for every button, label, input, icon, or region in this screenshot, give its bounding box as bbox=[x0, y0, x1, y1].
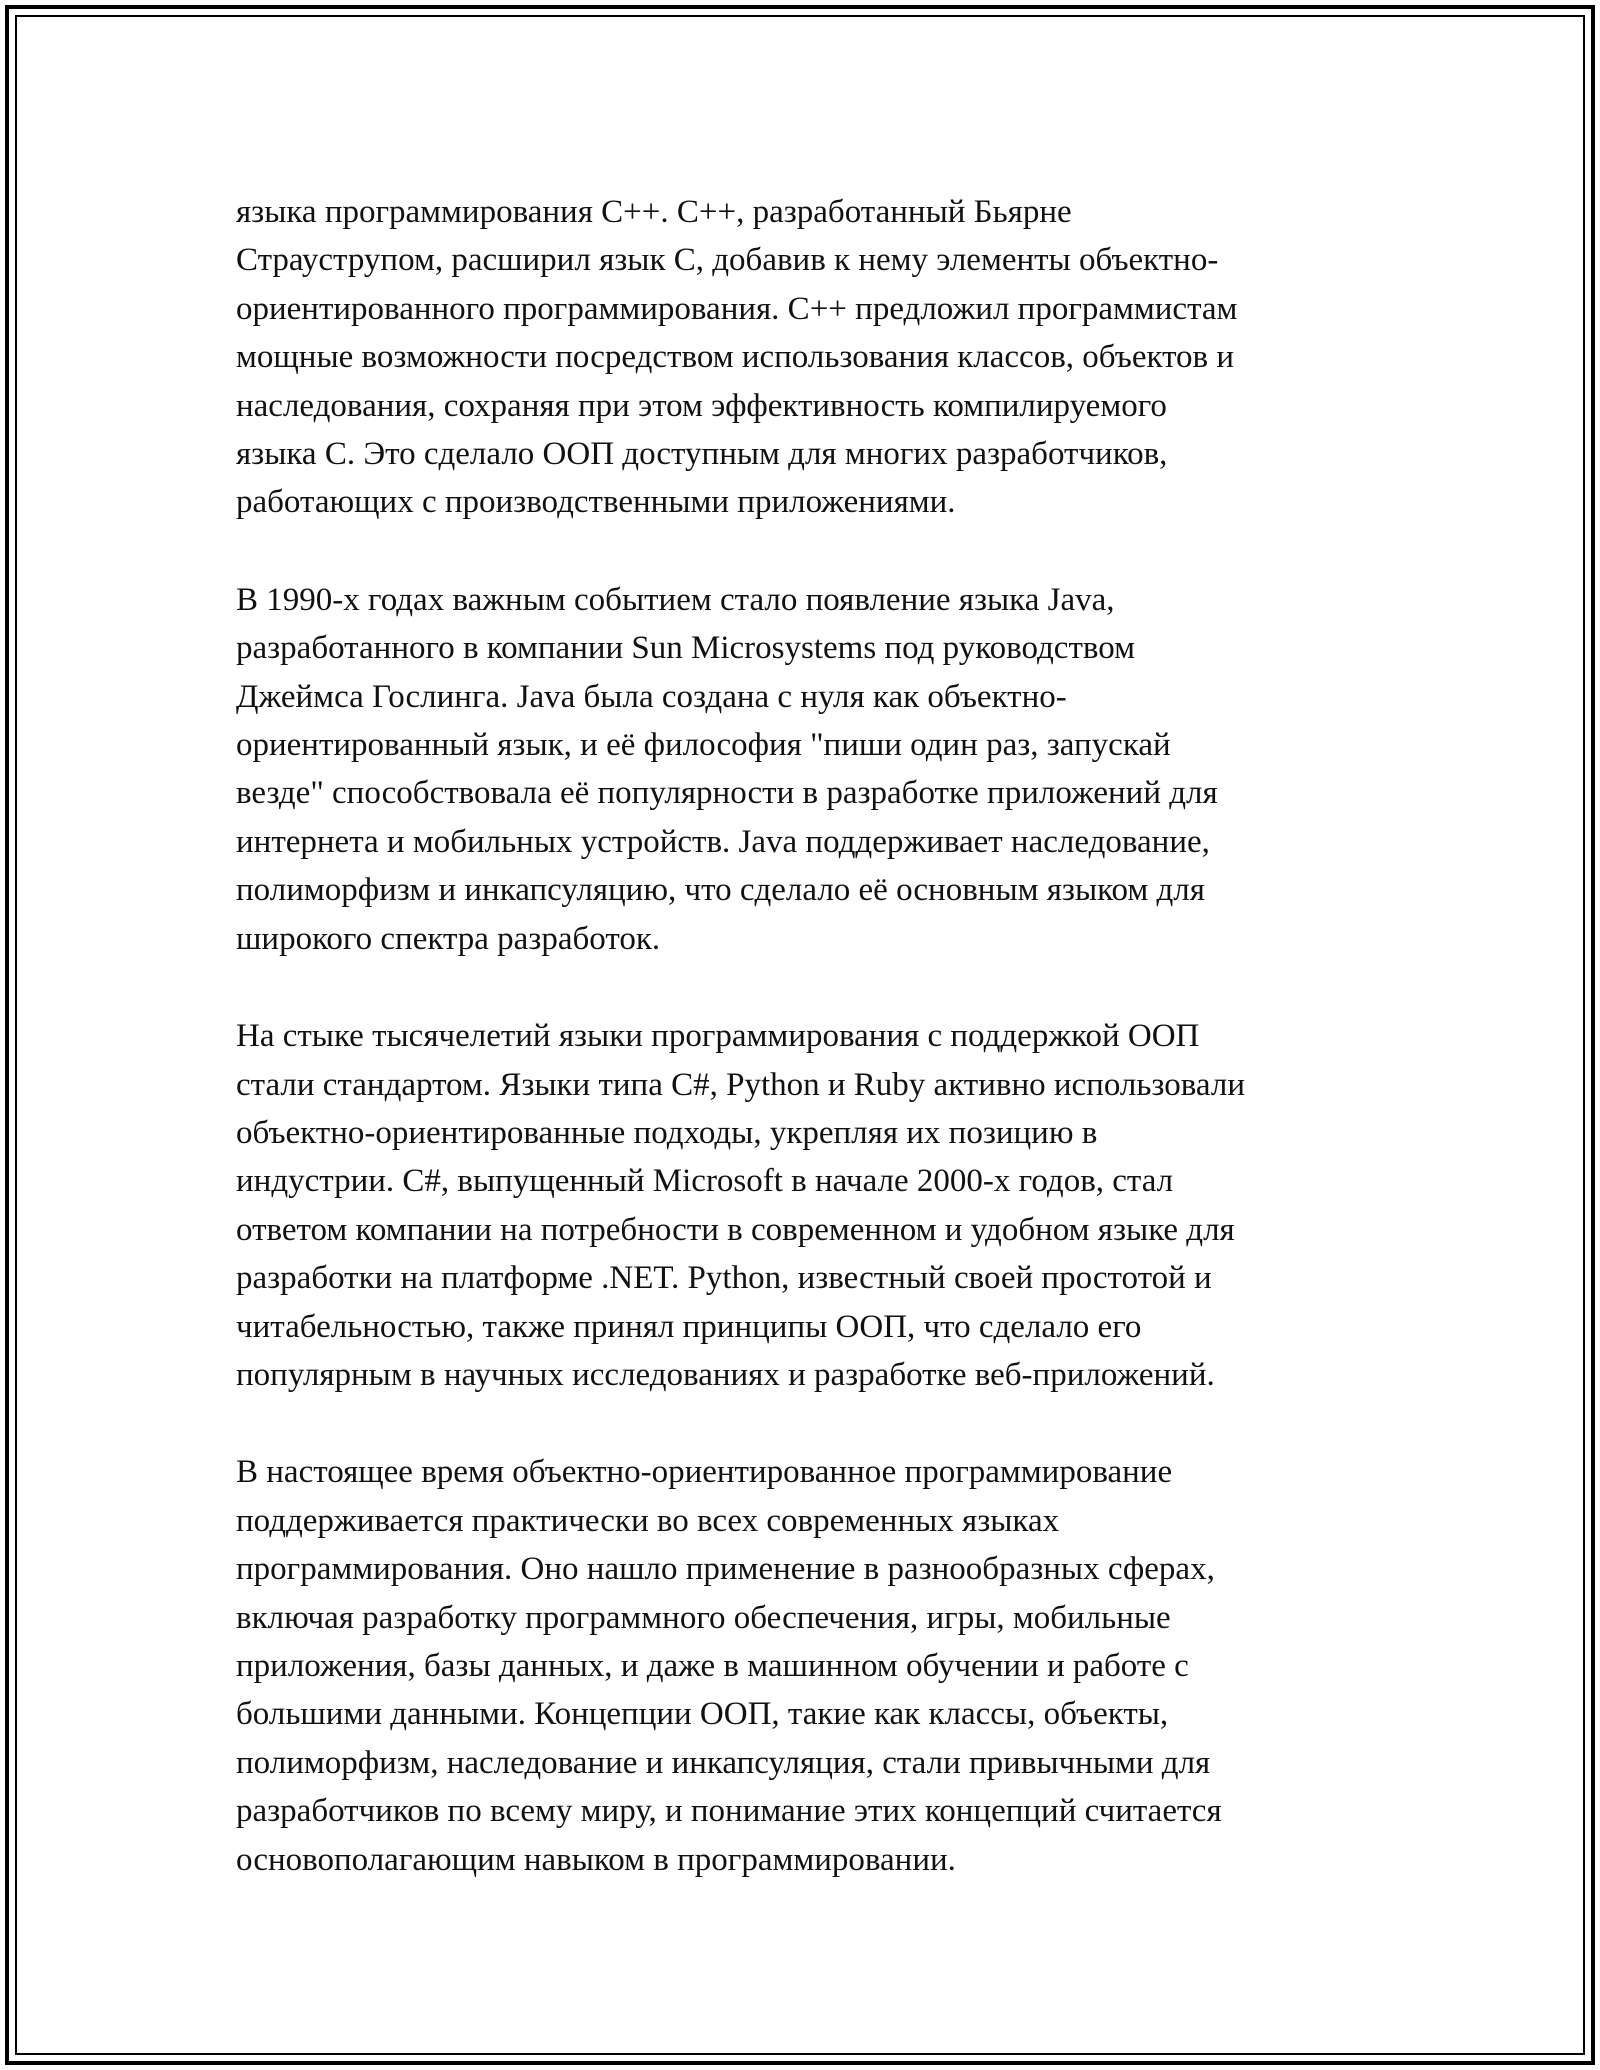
text-line: полиморфизм, наследование и инкапсуляция, стали привычными для bbox=[236, 1744, 1211, 1781]
text-line: полиморфизм и инкапсуляцию, что сделало её основным языком для bbox=[236, 872, 1205, 909]
document-body bbox=[236, 188, 1386, 1933]
text-line: стали стандартом. Языки типа C#, Python и Ruby активно использовали bbox=[236, 1066, 1245, 1103]
text-line: наследования, сохраняя при этом эффективность компилируемого bbox=[236, 387, 1167, 424]
text-line: языка программирования C++. C++, разработанный Бьярне bbox=[236, 194, 1072, 230]
text-line: ответом компании на потребности в современном и удобном языке для bbox=[236, 1211, 1235, 1248]
text-line: В 1990-х годах важным событием стало появление языка Java, bbox=[236, 581, 1115, 618]
text-line: везде" способствовала её популярности в разработке приложений для bbox=[236, 775, 1218, 812]
text-line: работающих с производственными приложениями. bbox=[236, 484, 956, 521]
text-line: ориентированный язык, и её философия "пиши один раз, запускай bbox=[236, 727, 1171, 764]
text-line: основополагающим навыком в программировании. bbox=[236, 1841, 956, 1878]
text-line: В настоящее время объектно-ориентированное программирование bbox=[236, 1454, 1173, 1491]
text-line: поддерживается практически во всех современных языках bbox=[236, 1502, 1060, 1539]
text-line: интернета и мобильных устройств. Java поддерживает наследование, bbox=[236, 823, 1210, 860]
text-line: На стыке тысячелетий языки программирования с поддержкой ООП bbox=[236, 1018, 1200, 1055]
text-line: разработки на платформе .NET. Python, известный своей простотой и bbox=[236, 1260, 1212, 1297]
paragraph-2 bbox=[236, 576, 1386, 963]
text-line: разработчиков по всему миру, и понимание этих концепций считается bbox=[236, 1793, 1222, 1830]
text-line: читабельностью, также принял принципы ООП, что сделало его bbox=[236, 1308, 1142, 1345]
text-line: широкого спектра разработок. bbox=[236, 920, 661, 957]
text-line: языка C. Это сделало ООП доступным для многих разработчиков, bbox=[236, 436, 1168, 473]
text-line: мощные возможности посредством использования классов, объектов и bbox=[236, 339, 1235, 376]
text-line: включая разработку программного обеспечения, игры, мобильные bbox=[236, 1599, 1171, 1636]
text-line: программирования. Оно нашло применение в разнообразных сферах, bbox=[236, 1551, 1215, 1588]
paragraph-4 bbox=[236, 1448, 1386, 1884]
text-line: объектно-ориентированные подходы, укрепляя их позицию в bbox=[236, 1114, 1098, 1151]
text-line: большими данными. Концепции ООП, такие как классы, объекты, bbox=[236, 1696, 1169, 1733]
text-line: приложения, базы данных, и даже в машинном обучении и работе с bbox=[236, 1647, 1189, 1684]
text-line: Страуструпом, расширил язык C, добавив к нему элементы объектно- bbox=[236, 242, 1219, 279]
text-line: индустрии. C#, выпущенный Microsoft в начале 2000-х годов, стал bbox=[236, 1163, 1174, 1200]
paragraph-3 bbox=[236, 1012, 1386, 1399]
text-line: разработанного в компании Sun Microsystems под руководством bbox=[236, 630, 1135, 667]
text-line: ориентированного программирования. C++ предложил программистам bbox=[236, 290, 1238, 327]
paragraph-1 bbox=[236, 188, 1386, 527]
text-line: популярным в научных исследованиях и разработке веб-приложений. bbox=[236, 1356, 1215, 1393]
text-line: Джеймса Гослинга. Java была создана с нуля как объектно- bbox=[236, 678, 1067, 715]
